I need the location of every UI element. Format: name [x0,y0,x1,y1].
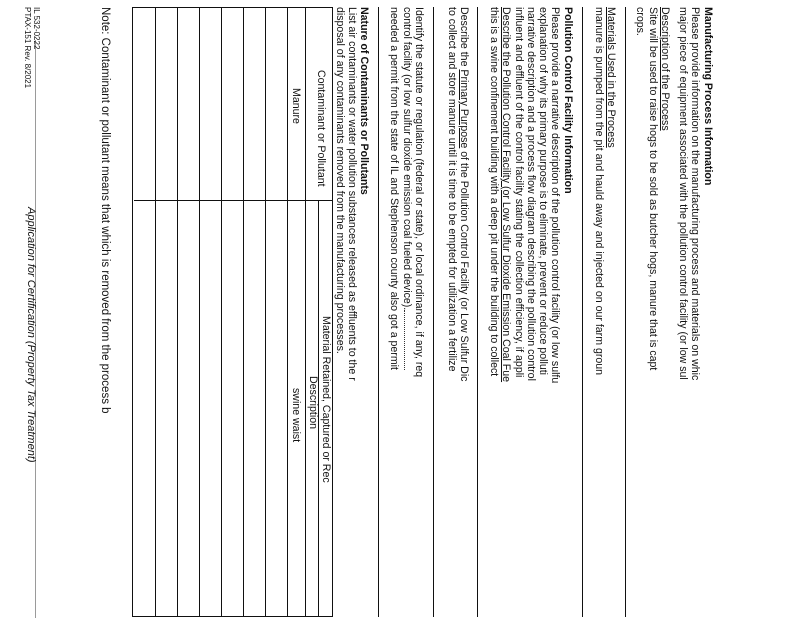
process-description-text-2[interactable]: crops. [634,7,646,36]
header-bottom-rule [305,8,306,616]
col-material-header: Material Retained, Captured or Rec [320,316,332,483]
statute-line-2 [401,7,414,370]
manufacturing-intro-line-2: major piece of equipment associated with the pollution control facility (or low sul [677,7,689,380]
dotted-leader [404,310,406,370]
statute-text[interactable]: needed a permit from the state of IL and Stephenson county also got a permit [388,7,400,370]
form-title: Application for Certification (Property Tax Treatment) [25,207,37,463]
table-row-rule [155,8,156,616]
table-row-rule [265,8,266,616]
contaminants-intro-2: disposal of any contaminants removed from the manufacturing processes. [334,7,346,354]
col-contaminant-header: Contaminant or Pollutant [315,70,327,187]
primary-purpose-text[interactable]: to collect and store manure until it is time to be empted for utilization a fertilize [446,7,458,372]
field-divider [582,7,583,617]
pollution-control-para-1: Please provide a narrative description of the pollution control facility (or low sulfu [549,7,561,384]
primary-purpose-label [458,7,471,381]
table-row-rule [177,8,178,616]
col-description-header: Description [307,376,319,429]
materials-label: Materials Used in the Process [605,7,617,148]
form-revision: PTAX-151 Rev. 8/2021 [23,7,32,89]
pollution-control-para-2: explanation of why its primary purpose is to eliminate, prevent or reduce polluti [537,7,549,376]
manufacturing-heading: Manufacturing Process Information [702,7,714,186]
primary-purpose-label-pre: Describe the [458,7,470,70]
materials-text[interactable]: manure is pumped from the pit and hauld away and injected on our farm groun [593,7,605,376]
pollution-control-para-3: narrative description and a process flow diagram describing the pollution control [525,7,537,381]
primary-purpose-label-underlined: Primary Purpose [458,69,470,149]
row-1-contaminant[interactable]: Manure [290,88,302,124]
describe-facility-text[interactable]: this is a swine confinement building with a deep pit under the building to collect [488,7,500,377]
contaminants-heading: Nature of Contaminants or Pollutants [358,7,370,195]
row-1-description[interactable]: swine waist [290,388,302,443]
rotated-document-page [0,7,716,617]
table-row-rule [199,8,200,616]
contaminants-table [132,7,333,617]
statute-line-2-text: control facility (or low sulfur dioxide emission coal fueled device). [401,7,413,311]
manufacturing-intro-line-1: Please provide information on the manufacturing process and materials on whic [689,7,701,381]
field-divider [477,7,478,617]
table-row-rule [221,8,222,616]
field-divider [433,7,434,617]
form-id: IL 532-0222 [32,7,41,50]
column-divider [134,200,332,201]
statute-line-1: Identify the statute or regulation (federal or state), or local ordinance, if any, req [413,7,425,378]
pollution-control-para-4: influent and effluent of the control facility stating the collection efficiency, if appli [513,7,525,378]
describe-facility-label: Describe the Pollution Control Facility (or Low Sulfur Dioxide Emission Coal Fue [500,7,512,383]
contaminants-intro-1: List air contaminants or water pollution substances released as effluents to the r [346,7,358,381]
primary-purpose-label-post: of the Pollution Control Facility (or Low Sulfur Dic [458,148,470,382]
field-divider [625,7,626,617]
process-description-label: Description of the Process [659,7,671,131]
table-row-rule [243,8,244,616]
contaminant-note: Note: Contaminant or pollutant means that which is removed from the process b [99,7,111,414]
table-row-rule [287,8,288,616]
field-divider [378,7,379,617]
process-description-text-1[interactable]: Site will be used to raise hogs to be sold as butcher hogs, manure that is capt [647,7,659,371]
pollution-control-heading: Pollution Control Facility Information [562,7,574,194]
